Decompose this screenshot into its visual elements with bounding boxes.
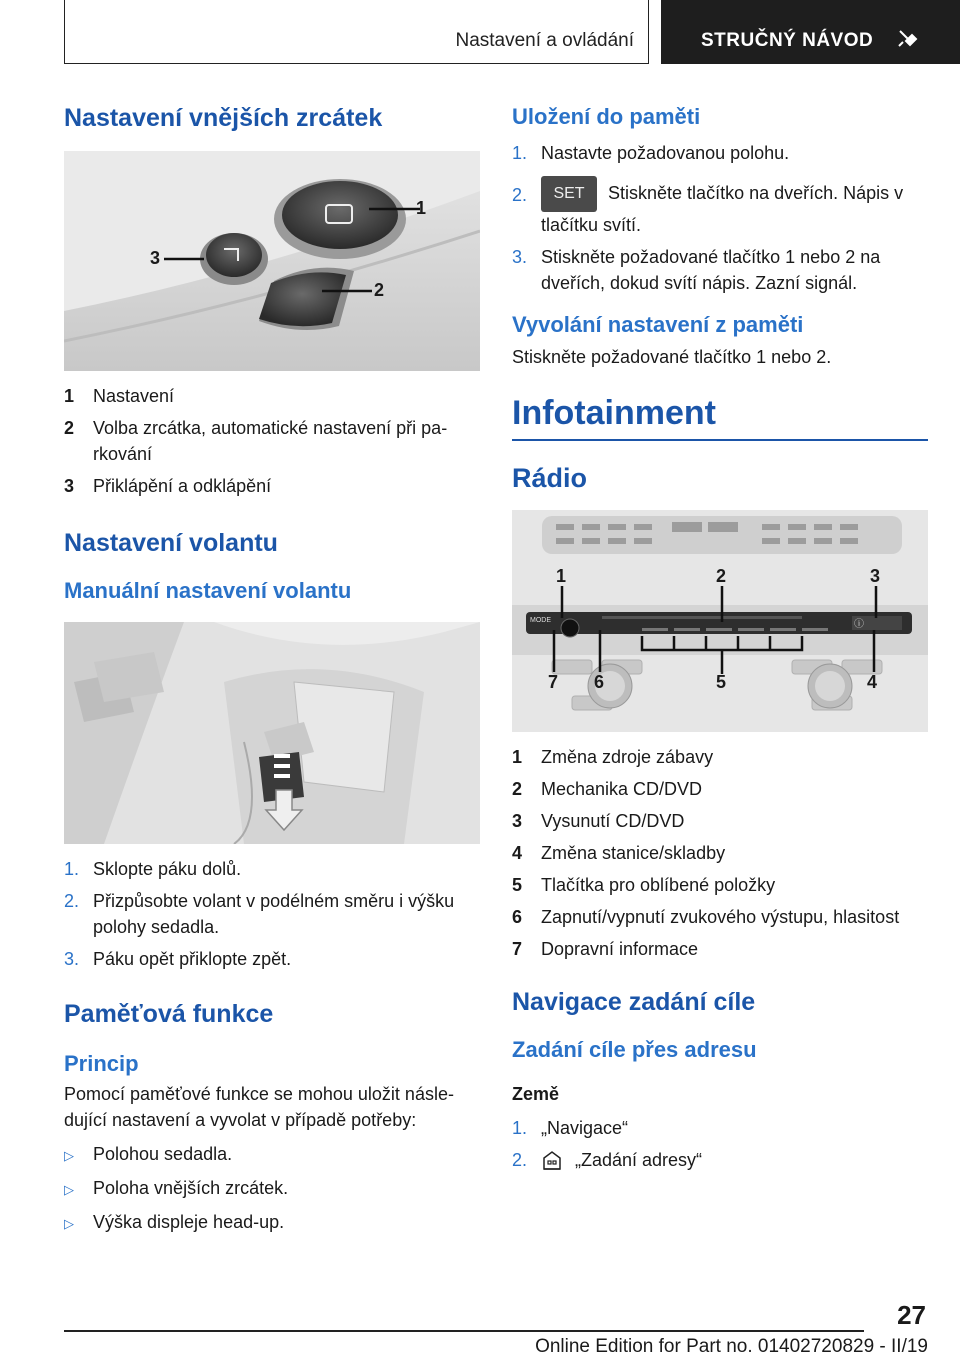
bullet-text: Výška displeje head-up. [93, 1212, 285, 1232]
right-column [512, 100, 928, 1179]
legend-text: Zapnutí/vypnutí zvukového výstupu, hlasitost [541, 907, 900, 927]
header-chapter-title: STRUČNÝ NÁVOD [701, 30, 874, 51]
legend-item [512, 872, 928, 898]
bullet-marker: ▷ [64, 1148, 74, 1163]
step-item [512, 140, 928, 166]
step-text: „Zadání adresy“ [575, 1150, 703, 1170]
bullet-item [64, 1209, 480, 1237]
principle-subheading: Princip [64, 1051, 139, 1076]
legend-text: Nastavení [93, 386, 175, 406]
step-text: Sklopte páku dolů. [93, 859, 242, 879]
legend-text: Tlačítka pro oblíbené položky [541, 875, 776, 895]
radio-panel-drawing [512, 510, 928, 732]
legend-text: Dopravní informace [541, 939, 699, 959]
step-item [512, 1115, 928, 1141]
step-number: 2. [512, 1150, 528, 1170]
mirror-callout-3: 3 [150, 248, 161, 268]
radio-callout-6: 6 [594, 672, 605, 692]
mirror-controls-drawing [64, 151, 480, 371]
bullet-item [64, 1141, 480, 1169]
legend-number: 1 [512, 747, 523, 767]
step-text: Přizpůsobte volant v podélném směru i výšku polohy sedadla. [93, 891, 455, 937]
legend-text: Volba zrcátka, automatické nastavení při pa‐rkování [93, 418, 448, 464]
steering-lever-drawing [64, 622, 480, 844]
radio-callout-1: 1 [556, 566, 567, 586]
mirror-legend [64, 383, 480, 499]
quick-guide-icon [897, 28, 919, 50]
step-number: 1. [512, 143, 528, 163]
radio-panel-image [512, 510, 928, 732]
steering-steps [64, 856, 480, 972]
navigation-heading: Navigace zadání cíle [512, 988, 756, 1016]
recall-memory-heading: Vyvolání nastavení z paměti [512, 312, 804, 337]
radio-callout-7: 7 [548, 672, 559, 692]
address-destination-subheading: Zadání cíle přes adresu [512, 1037, 757, 1062]
footer-rule [64, 1330, 864, 1332]
left-column [64, 100, 480, 1243]
save-steps [512, 140, 928, 296]
legend-item [512, 936, 928, 962]
step-number: 2. [64, 891, 80, 911]
step-text: Stiskněte požadované tlačítko 1 nebo 2 na dveřích, dokud svítí nápis. Zazní signál. [541, 247, 881, 293]
infotainment-heading: Infotainment [512, 394, 716, 432]
legend-item [512, 840, 928, 866]
header-chapter-tab [661, 0, 960, 64]
radio-callout-3: 3 [870, 566, 881, 586]
manual-steering-subheading: Manuální nastavení volantu [64, 578, 352, 603]
infotainment-rule [512, 439, 928, 441]
legend-text: Změna zdroje zábavy [541, 747, 714, 767]
legend-item [64, 383, 480, 409]
step-item [512, 244, 928, 296]
page-number: 27 [897, 1300, 926, 1330]
step-item [64, 856, 480, 882]
legend-text: Změna stanice/skladby [541, 843, 726, 863]
step-item [64, 946, 480, 972]
steering-wheel-heading: Nastavení volantu [64, 529, 278, 557]
footer-edition: Online Edition for Part no. 01402720829 - II/19 [535, 1336, 928, 1357]
legend-item [64, 415, 480, 467]
set-button-icon: SET [541, 176, 597, 212]
bullet-marker: ▷ [64, 1216, 74, 1231]
legend-item [512, 744, 928, 770]
legend-number: 2 [64, 418, 75, 438]
legend-number: 3 [64, 476, 75, 496]
save-memory-heading: Uložení do paměti [512, 104, 701, 129]
step-number: 2. [512, 185, 528, 205]
step-number: 1. [64, 859, 80, 879]
legend-item [64, 473, 480, 499]
radio-legend [512, 744, 928, 962]
step-item [64, 888, 480, 940]
legend-number: 3 [512, 811, 523, 831]
legend-text: Mechanika CD/DVD [541, 779, 703, 799]
legend-number: 5 [512, 875, 523, 895]
legend-item [512, 776, 928, 802]
recall-paragraph: Stiskněte požadované tlačítko 1 nebo 2. [512, 347, 832, 367]
legend-number: 7 [512, 939, 523, 959]
navigation-steps [512, 1115, 928, 1173]
legend-text: Přiklápění a odklápění [93, 476, 272, 496]
step-number: 3. [64, 949, 80, 969]
steering-lever-image [64, 622, 480, 844]
mirror-controls-image [64, 151, 480, 371]
address-entry-icon [541, 1149, 563, 1171]
bullet-marker: ▷ [64, 1182, 74, 1197]
step-item [512, 176, 928, 238]
step-text: Stiskněte tlačítko na dveřích. Nápis v tlačítku svítí. [541, 182, 904, 235]
principle-paragraph: Pomocí paměťové funkce se mohou uložit násle‐dující nastavení a vyvolat v případě potřeby: [64, 1084, 454, 1130]
radio-callout-4: 4 [867, 672, 878, 692]
mirror-callout-1: 1 [416, 198, 427, 218]
radio-info-label: ⓘ [854, 619, 864, 630]
step-item [512, 1147, 928, 1173]
header-section-title: Nastavení a ovládání [455, 30, 634, 51]
header-section-box [64, 0, 649, 64]
radio-callout-5: 5 [716, 672, 727, 692]
bullet-item [64, 1175, 480, 1203]
radio-callout-2: 2 [716, 566, 727, 586]
legend-number: 1 [64, 386, 75, 406]
radio-mode-label: MODE [530, 617, 551, 624]
mirror-callout-2: 2 [374, 280, 385, 300]
step-text: „Navigace“ [541, 1118, 629, 1138]
legend-item [512, 904, 928, 930]
step-number: 1. [512, 1118, 528, 1138]
bullet-text: Poloha vnějších zrcátek. [93, 1178, 289, 1198]
memory-function-heading: Paměťová funkce [64, 1000, 274, 1028]
step-text: Nastavte požadovanou polohu. [541, 143, 790, 163]
legend-number: 6 [512, 907, 523, 927]
mirror-heading: Nastavení vnějších zrcátek [64, 104, 383, 132]
bullet-text: Polohou sedadla. [93, 1144, 233, 1164]
legend-item [512, 808, 928, 834]
step-text: Páku opět přiklopte zpět. [93, 949, 292, 969]
memory-items-list [64, 1141, 480, 1237]
step-number: 3. [512, 247, 528, 267]
legend-text: Vysunutí CD/DVD [541, 811, 685, 831]
legend-number: 4 [512, 843, 523, 863]
country-label: Země [512, 1084, 560, 1104]
legend-number: 2 [512, 779, 523, 799]
radio-heading: Rádio [512, 463, 588, 493]
